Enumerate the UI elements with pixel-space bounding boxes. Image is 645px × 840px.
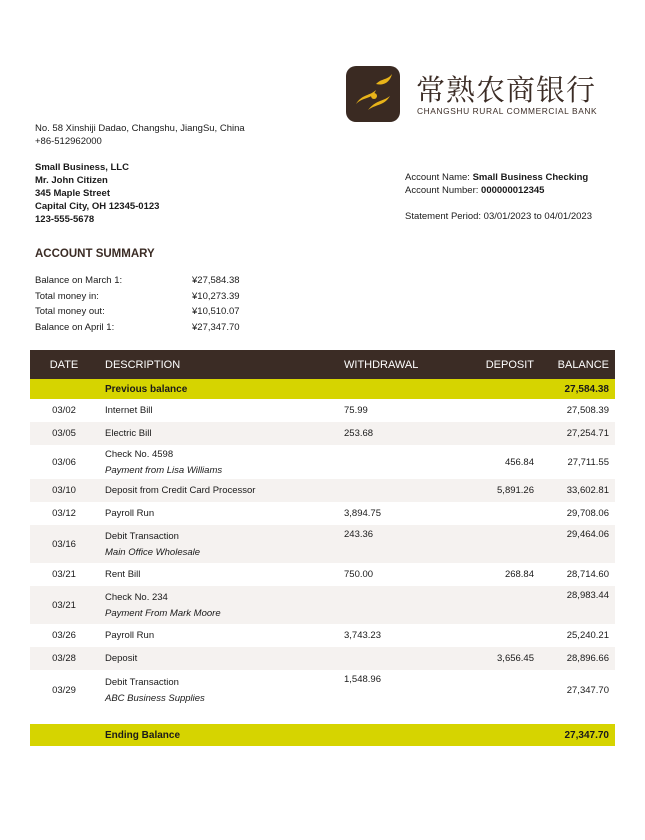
statement-period: Statement Period: 03/01/2023 to 04/01/2023 [405, 211, 592, 222]
row-withdrawal: 243.36 [344, 525, 454, 563]
table-row [30, 422, 615, 445]
row-balance: 28,983.44 [536, 586, 615, 624]
recipient-city: Capital City, OH 12345-0123 [35, 201, 160, 212]
row-deposit [454, 502, 536, 525]
table-row [30, 563, 615, 586]
row-sub-description: Payment from Lisa Williams [105, 464, 223, 476]
summary-label: Balance on March 1: [35, 275, 123, 286]
row-description: Debit Transaction [105, 676, 179, 688]
row-withdrawal: 1,548.96 [344, 674, 381, 685]
row-sub-description: ABC Business Supplies [105, 692, 205, 704]
table-row [30, 525, 615, 563]
account-number-label: Account Number: [405, 185, 479, 196]
row-date: 03/06 [52, 456, 76, 468]
table-row [30, 479, 615, 502]
previous-balance-label: Previous balance [98, 379, 344, 399]
bank-address-line: No. 58 Xinshiji Dadao, Changshu, JiangSu, China [35, 123, 245, 134]
header-withdrawal: WITHDRAWAL [344, 350, 454, 379]
account-info [405, 171, 592, 223]
row-description: Payroll Run [105, 630, 155, 641]
account-name-line [405, 171, 592, 184]
summary-value: ¥27,584.38 [192, 275, 240, 286]
row-balance: 28,896.66 [536, 647, 615, 670]
table-row [30, 624, 615, 647]
row-description: Internet Bill [105, 405, 153, 416]
row-deposit [454, 586, 536, 624]
summary-value: ¥10,273.39 [192, 290, 240, 302]
row-date: 03/29 [52, 684, 76, 696]
row-deposit [454, 670, 536, 710]
ending-balance-row [30, 724, 615, 746]
row-description: Debit Transaction [105, 530, 179, 542]
row-description: Check No. 234 [105, 591, 168, 603]
table-row [30, 647, 615, 670]
row-date: 03/02 [52, 405, 76, 416]
row-date: 03/12 [52, 508, 76, 519]
account-summary-title: ACCOUNT SUMMARY [35, 248, 155, 260]
row-withdrawal: 253.68 [344, 422, 454, 445]
header-balance: BALANCE [536, 350, 615, 379]
recipient-name: Mr. John Citizen [35, 175, 108, 186]
recipient-block [35, 161, 159, 226]
table-row [30, 502, 615, 525]
table-header-row [30, 350, 615, 379]
ending-balance-value: 27,347.70 [536, 724, 615, 746]
row-date: 03/21 [30, 586, 98, 624]
row-balance: 29,708.06 [566, 508, 609, 519]
recipient-company: Small Business, LLC [35, 162, 129, 173]
account-number-line [405, 184, 592, 197]
row-balance: 33,602.81 [536, 479, 615, 502]
row-date: 03/26 [52, 630, 76, 641]
row-description: Deposit [98, 647, 344, 670]
row-withdrawal [344, 445, 454, 479]
row-deposit: 5,891.26 [454, 479, 536, 502]
row-date: 03/28 [30, 647, 98, 670]
recipient-phone: 123-555-5678 [35, 214, 95, 225]
header-description: DESCRIPTION [98, 350, 344, 379]
summary-label: Total money in: [35, 290, 99, 302]
ending-balance-label: Ending Balance [98, 724, 344, 746]
row-balance: 27,711.55 [567, 456, 609, 468]
row-description: Check No. 4598 [105, 448, 174, 460]
table-row [30, 670, 615, 710]
account-name-value: Small Business Checking [472, 172, 589, 183]
account-number-value: 000000012345 [481, 185, 545, 196]
row-deposit [454, 422, 536, 445]
bank-address [35, 122, 245, 148]
row-balance: 28,714.60 [566, 569, 609, 580]
row-date: 03/16 [30, 525, 98, 563]
row-sub-description: Payment From Mark Moore [105, 607, 221, 619]
row-deposit [454, 399, 536, 422]
table-row [30, 586, 615, 624]
transactions-table [30, 350, 615, 746]
header-deposit: DEPOSIT [454, 350, 536, 379]
summary-row [35, 273, 265, 289]
row-withdrawal [344, 586, 454, 624]
table-spacer [30, 710, 615, 724]
bank-logo-mark-icon [346, 66, 400, 122]
row-withdrawal: 75.99 [344, 405, 368, 416]
summary-row [35, 320, 265, 336]
row-description: Payroll Run [105, 508, 155, 519]
row-date: 03/10 [30, 479, 98, 502]
row-deposit: 268.84 [504, 569, 534, 580]
row-balance: 27,347.70 [566, 684, 609, 696]
header-date: DATE [30, 350, 98, 379]
row-description: Rent Bill [105, 569, 141, 580]
summary-value: ¥10,510.07 [192, 306, 240, 317]
row-balance: 27,508.39 [566, 405, 609, 416]
row-withdrawal: 3,894.75 [344, 508, 381, 519]
previous-balance-row [30, 379, 615, 399]
row-withdrawal: 750.00 [344, 569, 374, 580]
row-withdrawal [344, 479, 454, 502]
row-deposit [454, 624, 536, 647]
summary-label: Balance on April 1: [35, 321, 115, 333]
row-date: 03/05 [30, 422, 98, 445]
previous-balance-value: 27,584.38 [536, 379, 615, 399]
row-description: Electric Bill [98, 422, 344, 445]
row-withdrawal: 3,743.23 [344, 630, 381, 641]
summary-label: Total money out: [35, 306, 105, 317]
bank-logo [346, 66, 616, 124]
recipient-street: 345 Maple Street [35, 188, 110, 199]
row-sub-description: Main Office Wholesale [105, 546, 201, 558]
bank-name-english: CHANGSHU RURAL COMMERCIAL BANK [417, 106, 598, 116]
row-deposit [454, 525, 536, 563]
summary-row [35, 289, 265, 305]
row-balance: 25,240.21 [566, 630, 609, 641]
row-balance: 29,464.06 [536, 525, 615, 563]
account-summary [35, 273, 265, 335]
row-balance: 27,254.71 [536, 422, 615, 445]
table-row [30, 445, 615, 479]
row-description: Deposit from Credit Card Processor [98, 479, 344, 502]
summary-row [35, 304, 265, 320]
bank-phone: +86-512962000 [35, 136, 102, 147]
row-date: 03/21 [52, 569, 76, 580]
summary-value: ¥27,347.70 [192, 321, 240, 333]
bank-name-chinese: 常熟农商银行 [416, 73, 597, 107]
table-row [30, 399, 615, 422]
row-deposit: 456.84 [504, 456, 534, 468]
row-deposit: 3,656.45 [454, 647, 536, 670]
account-name-label: Account Name: [405, 172, 470, 183]
row-withdrawal [344, 647, 454, 670]
